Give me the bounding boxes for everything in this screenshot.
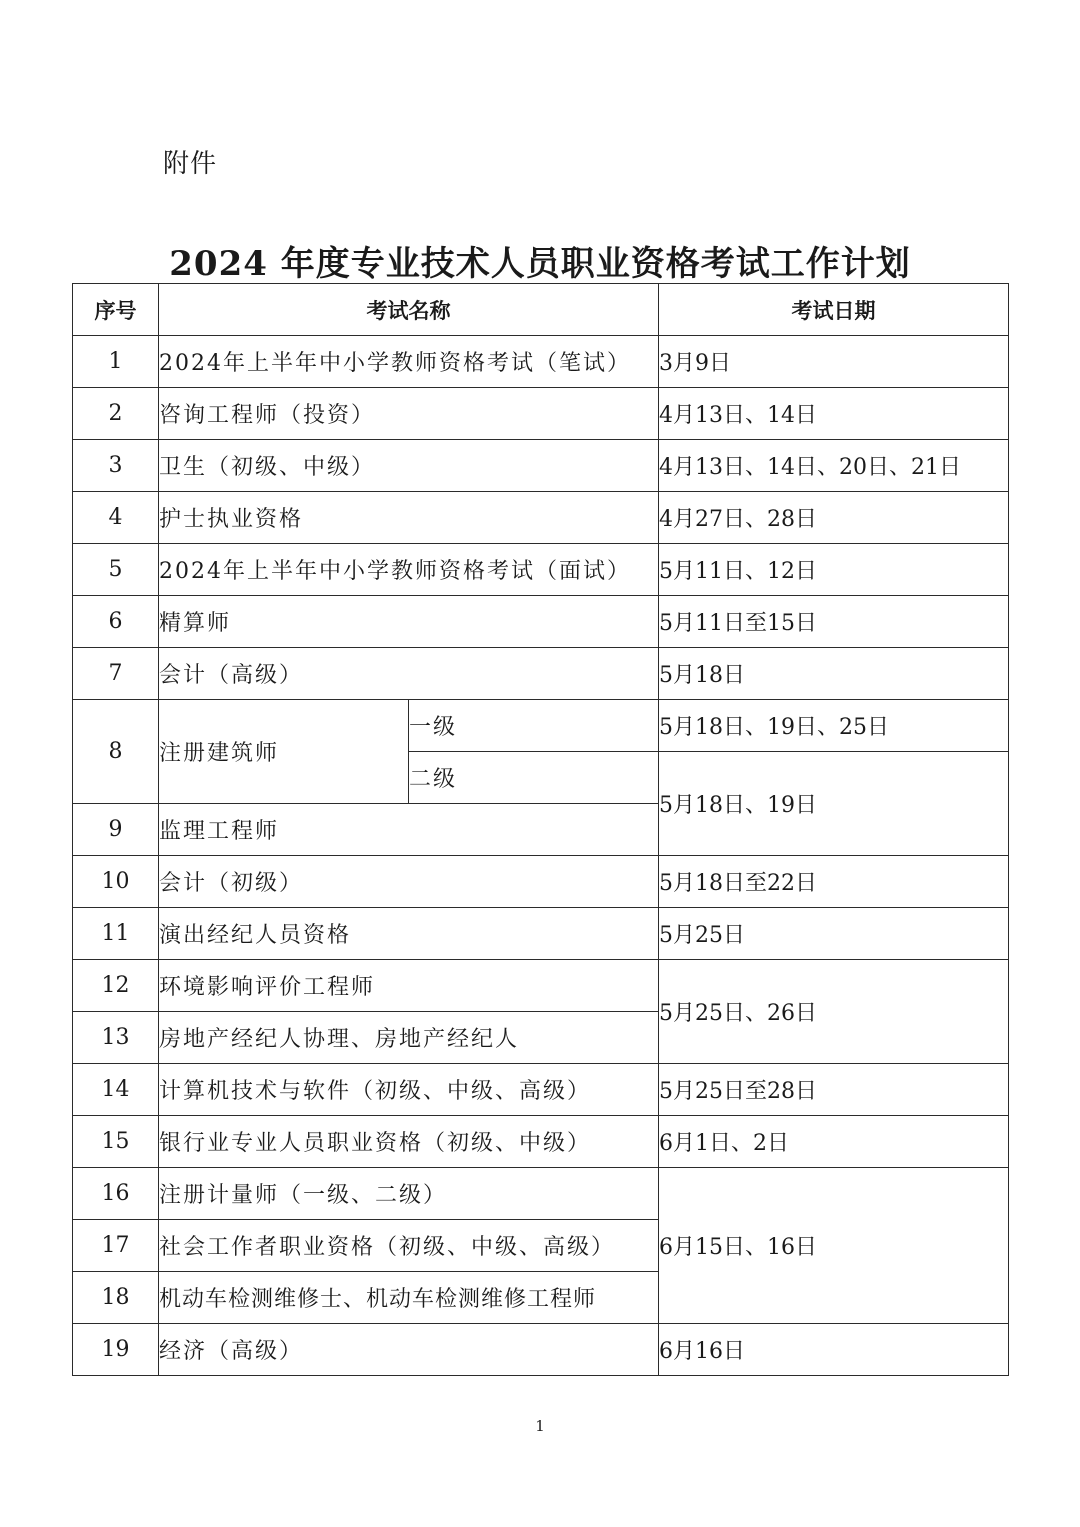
exam-level: 二级 (409, 752, 659, 804)
exam-name: 会计（高级） (159, 648, 659, 700)
row-no: 3 (73, 440, 159, 492)
table-row (73, 388, 1009, 440)
header-date: 考试日期 (659, 284, 1009, 336)
table-row (73, 544, 1009, 596)
header-name: 考试名称 (159, 284, 659, 336)
exam-date: 6月1日、2日 (659, 1116, 1009, 1168)
exam-date: 5月18日至22日 (659, 856, 1009, 908)
exam-date: 5月25日 (659, 908, 1009, 960)
exam-name: 注册计量师（一级、二级） (159, 1168, 659, 1220)
exam-name: 卫生（初级、中级） (159, 440, 659, 492)
exam-name: 护士执业资格 (159, 492, 659, 544)
table-row (73, 492, 1009, 544)
exam-name: 监理工程师 (159, 804, 659, 856)
exam-date: 6月15日、16日 (659, 1168, 1009, 1324)
exam-name: 会计（初级） (159, 856, 659, 908)
exam-name: 经济（高级） (159, 1324, 659, 1376)
table-row (73, 336, 1009, 388)
exam-name: 2024年上半年中小学教师资格考试（面试） (159, 544, 659, 596)
exam-date: 5月11日、12日 (659, 544, 1009, 596)
exam-date: 5月18日、19日 (659, 752, 1009, 856)
table-row (73, 648, 1009, 700)
row-no: 10 (73, 856, 159, 908)
row-no: 15 (73, 1116, 159, 1168)
table-row (73, 1064, 1009, 1116)
exam-date: 5月25日、26日 (659, 960, 1009, 1064)
table-row (73, 596, 1009, 648)
exam-date: 6月16日 (659, 1324, 1009, 1376)
exam-date: 4月13日、14日、20日、21日 (659, 440, 1009, 492)
exam-date: 3月9日 (659, 336, 1009, 388)
row-no: 2 (73, 388, 159, 440)
exam-name: 环境影响评价工程师 (159, 960, 659, 1012)
document-title: 2024 年度专业技术人员职业资格考试工作计划 (169, 244, 911, 284)
table-row (73, 1116, 1009, 1168)
exam-name: 2024年上半年中小学教师资格考试（笔试） (159, 336, 659, 388)
row-no: 16 (73, 1168, 159, 1220)
table-row (73, 960, 1009, 1012)
exam-date: 5月18日 (659, 648, 1009, 700)
row-no: 13 (73, 1012, 159, 1064)
row-no: 9 (73, 804, 159, 856)
table-row (73, 1168, 1009, 1220)
row-no: 18 (73, 1272, 159, 1324)
page-number: 1 (535, 1417, 545, 1435)
exam-schedule-table (72, 283, 1009, 1376)
row-no: 5 (73, 544, 159, 596)
row-no: 11 (73, 908, 159, 960)
table-row (73, 440, 1009, 492)
exam-name: 演出经纪人员资格 (159, 908, 659, 960)
header-no: 序号 (73, 284, 159, 336)
row-no: 7 (73, 648, 159, 700)
row-no: 12 (73, 960, 159, 1012)
exam-name: 机动车检测维修士、机动车检测维修工程师 (159, 1272, 659, 1324)
exam-date: 5月11日至15日 (659, 596, 1009, 648)
exam-name: 社会工作者职业资格（初级、中级、高级） (159, 1220, 659, 1272)
row-no: 14 (73, 1064, 159, 1116)
exam-name: 房地产经纪人协理、房地产经纪人 (159, 1012, 659, 1064)
exam-date: 4月27日、28日 (659, 492, 1009, 544)
table-row (73, 908, 1009, 960)
exam-date: 4月13日、14日 (659, 388, 1009, 440)
exam-date: 5月25日至28日 (659, 1064, 1009, 1116)
exam-name: 计算机技术与软件（初级、中级、高级） (159, 1064, 659, 1116)
row-no: 1 (73, 336, 159, 388)
attachment-label: 附件 (163, 149, 218, 179)
exam-date: 5月18日、19日、25日 (659, 700, 1009, 752)
exam-name: 注册建筑师 (159, 700, 409, 804)
exam-name: 精算师 (159, 596, 659, 648)
row-no: 17 (73, 1220, 159, 1272)
table-row (73, 700, 1009, 752)
table-row (73, 1324, 1009, 1376)
table-row (73, 856, 1009, 908)
exam-name: 咨询工程师（投资） (159, 388, 659, 440)
table-header-row (73, 284, 1009, 336)
row-no: 8 (73, 700, 159, 804)
row-no: 6 (73, 596, 159, 648)
row-no: 19 (73, 1324, 159, 1376)
row-no: 4 (73, 492, 159, 544)
exam-level: 一级 (409, 700, 659, 752)
exam-name: 银行业专业人员职业资格（初级、中级） (159, 1116, 659, 1168)
